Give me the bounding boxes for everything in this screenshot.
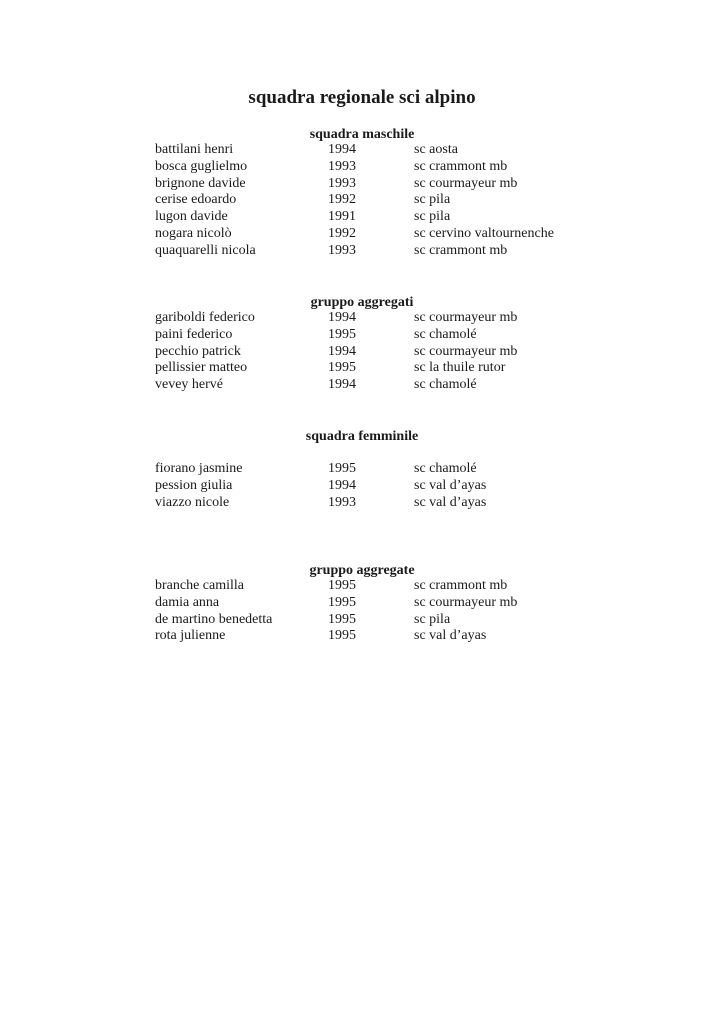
athlete-birth-year: 1993 [328, 494, 356, 510]
athlete-list [0, 142, 724, 260]
section-title: gruppo aggregati [310, 295, 414, 310]
athlete-birth-year: 1995 [328, 360, 356, 376]
athlete-club: sc courmayeur mb [414, 343, 518, 359]
athlete-birth-year: 1995 [328, 594, 356, 610]
athlete-name: damia anna [155, 594, 220, 610]
athlete-name: battilani henri [155, 142, 234, 157]
athlete-name: viazzo nicole [155, 494, 230, 510]
athlete-birth-year: 1993 [328, 175, 356, 191]
athlete-club: sc val d’ayas [414, 494, 487, 510]
athlete-name: bosca guglielmo [155, 158, 248, 174]
athlete-row [0, 344, 724, 361]
athlete-club: sc chamolé [414, 461, 477, 476]
athlete-name: rota julienne [155, 628, 226, 644]
athlete-name: cerise edoardo [155, 192, 237, 208]
athlete-row [0, 360, 724, 377]
section-title: squadra maschile [309, 127, 415, 142]
athlete-club: sc chamolé [414, 326, 477, 342]
athlete-birth-year: 1994 [328, 477, 356, 493]
athlete-club: sc val d’ayas [414, 628, 487, 644]
athlete-name: de martino benedetta [155, 611, 273, 627]
athlete-birth-year: 1995 [328, 628, 356, 644]
athlete-name: gariboldi federico [155, 310, 255, 325]
athlete-name: pellissier matteo [155, 360, 248, 376]
athlete-birth-year: 1991 [328, 209, 356, 225]
athlete-name: brignone davide [155, 175, 246, 191]
athlete-row [0, 478, 724, 495]
athlete-birth-year: 1994 [328, 377, 356, 393]
athlete-club: sc aosta [414, 142, 458, 157]
athlete-birth-year: 1994 [328, 310, 356, 325]
athlete-row [0, 159, 724, 176]
athlete-list [0, 461, 724, 511]
athlete-birth-year: 1995 [328, 326, 356, 342]
athlete-club: sc cervino valtournenche [414, 225, 554, 241]
athlete-birth-year: 1993 [328, 158, 356, 174]
athlete-club: sc courmayeur mb [414, 310, 518, 325]
athlete-birth-year: 1995 [328, 611, 356, 627]
athlete-birth-year: 1994 [328, 343, 356, 359]
athlete-name: pecchio patrick [155, 343, 241, 359]
athlete-list [0, 310, 724, 394]
athlete-name: quaquarelli nicola [155, 242, 256, 258]
athlete-club: sc la thuile rutor [414, 360, 506, 376]
athlete-row [0, 578, 724, 595]
athlete-club: sc pila [414, 209, 451, 225]
section-title: gruppo aggregate [309, 563, 415, 578]
athlete-birth-year: 1992 [328, 225, 356, 241]
athlete-row [0, 327, 724, 344]
athlete-row [0, 310, 724, 327]
athlete-club: sc pila [414, 611, 451, 627]
athlete-club: sc chamolé [414, 377, 477, 393]
athlete-row [0, 612, 724, 629]
athlete-row [0, 461, 724, 478]
athlete-club: sc pila [414, 192, 451, 208]
athlete-club: sc crammont mb [414, 242, 508, 258]
athlete-name: paini federico [155, 326, 233, 342]
athlete-name: pession giulia [155, 477, 233, 493]
athlete-name: lugon davide [155, 209, 228, 225]
athlete-club: sc courmayeur mb [414, 175, 518, 191]
athlete-name: nogara nicolò [155, 225, 232, 241]
athlete-row [0, 595, 724, 612]
athlete-birth-year: 1994 [328, 142, 356, 157]
athlete-row [0, 226, 724, 243]
page-title: squadra regionale sci alpino [248, 87, 476, 108]
athlete-club: sc crammont mb [414, 578, 508, 593]
athlete-row [0, 495, 724, 512]
athlete-row [0, 377, 724, 394]
athlete-row [0, 142, 724, 159]
athlete-name: branche camilla [155, 578, 245, 593]
athlete-birth-year: 1995 [328, 461, 356, 476]
athlete-list [0, 578, 724, 645]
athlete-name: vevey hervé [155, 377, 224, 393]
athlete-birth-year: 1993 [328, 242, 356, 258]
athlete-club: sc courmayeur mb [414, 594, 518, 610]
athlete-row [0, 176, 724, 193]
athlete-club: sc crammont mb [414, 158, 508, 174]
athlete-club: sc val d’ayas [414, 477, 487, 493]
athlete-birth-year: 1995 [328, 578, 356, 593]
athlete-birth-year: 1992 [328, 192, 356, 208]
athlete-name: fiorano jasmine [155, 461, 243, 476]
section-title: squadra femminile [305, 429, 419, 444]
athlete-row [0, 628, 724, 645]
athlete-row [0, 209, 724, 226]
athlete-row [0, 243, 724, 260]
athlete-row [0, 192, 724, 209]
